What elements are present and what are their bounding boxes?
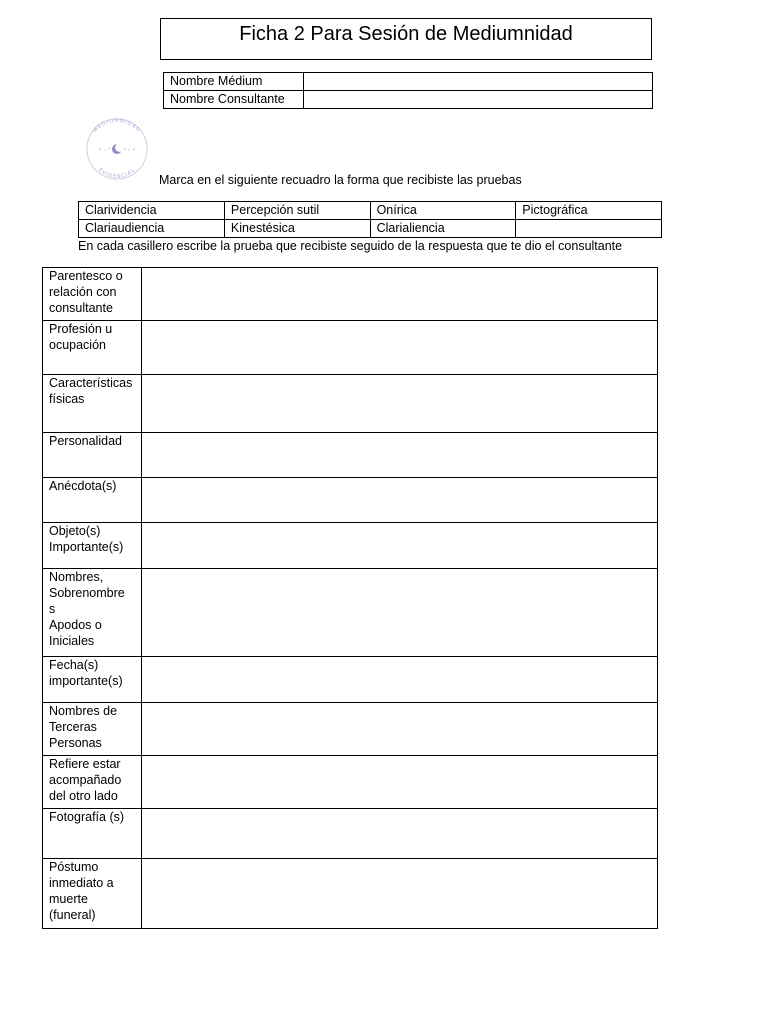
instruction-types: Marca en el siguiente recuadro la forma que recibiste las pruebas	[159, 173, 522, 187]
evidence-answer-field[interactable]	[142, 657, 658, 703]
type-clarividencia[interactable]: Clarividencia	[79, 202, 225, 220]
evidence-answer-field[interactable]	[142, 433, 658, 478]
table-row	[43, 433, 658, 478]
table-row	[79, 202, 662, 220]
table-row	[164, 91, 653, 109]
type-clarialiencia[interactable]: Clarialiencia	[370, 220, 516, 238]
type-percepcion-sutil[interactable]: Percepción sutil	[224, 202, 370, 220]
table-row	[43, 756, 658, 809]
evidence-label: Objeto(s) Importante(s)	[43, 523, 142, 569]
evidence-answer-field[interactable]	[142, 478, 658, 523]
table-row	[43, 375, 658, 433]
medium-name-label: Nombre Médium	[164, 73, 304, 91]
evidence-label: Características físicas	[43, 375, 142, 433]
names-table	[163, 72, 653, 109]
table-row	[43, 321, 658, 375]
evidence-answer-field[interactable]	[142, 809, 658, 859]
evidence-answer-field[interactable]	[142, 859, 658, 929]
crescent-moon-icon	[112, 143, 124, 154]
evidence-label: Fotografía (s)	[43, 809, 142, 859]
evidence-label: Póstumo inmediato a muerte (funeral)	[43, 859, 142, 929]
evidence-answer-field[interactable]	[142, 321, 658, 375]
type-kinestesica[interactable]: Kinestésica	[224, 220, 370, 238]
table-row	[43, 478, 658, 523]
evidence-label: Parentesco o relación con consultante	[43, 268, 142, 321]
table-row	[43, 268, 658, 321]
table-row	[43, 523, 658, 569]
type-pictografica[interactable]: Pictográfica	[516, 202, 662, 220]
evidence-answer-field[interactable]	[142, 268, 658, 321]
evidence-answer-field[interactable]	[142, 703, 658, 756]
evidence-label: Anécdota(s)	[43, 478, 142, 523]
reception-types-table	[78, 201, 662, 238]
evidence-label: Nombres, Sobrenombre s Apodos o Iniciales	[43, 569, 142, 657]
table-row	[79, 220, 662, 238]
client-name-label: Nombre Consultante	[164, 91, 304, 109]
evidence-answer-field[interactable]	[142, 523, 658, 569]
evidence-label: Fecha(s) importante(s)	[43, 657, 142, 703]
evidence-answer-field[interactable]	[142, 375, 658, 433]
evidence-table	[42, 267, 658, 929]
evidence-label: Refiere estar acompañado del otro lado	[43, 756, 142, 809]
evidence-label: Profesión u ocupación	[43, 321, 142, 375]
table-row	[43, 569, 658, 657]
document-title: Ficha 2 Para Sesión de Mediumnidad	[160, 18, 652, 60]
logo-text-top: MEDIUMNIDAD	[92, 117, 142, 134]
type-onirica[interactable]: Onírica	[370, 202, 516, 220]
mediumnidad-logo	[80, 112, 154, 186]
evidence-answer-field[interactable]	[142, 756, 658, 809]
evidence-label: Personalidad	[43, 433, 142, 478]
medium-name-field[interactable]	[304, 73, 653, 91]
evidence-label: Nombres de Terceras Personas	[43, 703, 142, 756]
table-row	[43, 703, 658, 756]
client-name-field[interactable]	[304, 91, 653, 109]
logo-text-bottom: EVIDENCIAL	[97, 167, 137, 181]
evidence-answer-field[interactable]	[142, 569, 658, 657]
table-row	[164, 73, 653, 91]
table-row	[43, 859, 658, 929]
table-row	[43, 657, 658, 703]
instruction-evidence: En cada casillero escribe la prueba que recibiste seguido de la respuesta que te dio el consultante	[78, 239, 623, 253]
table-row	[43, 809, 658, 859]
type-clariaudiencia[interactable]: Clariaudiencia	[79, 220, 225, 238]
type-empty-cell[interactable]	[516, 220, 662, 238]
